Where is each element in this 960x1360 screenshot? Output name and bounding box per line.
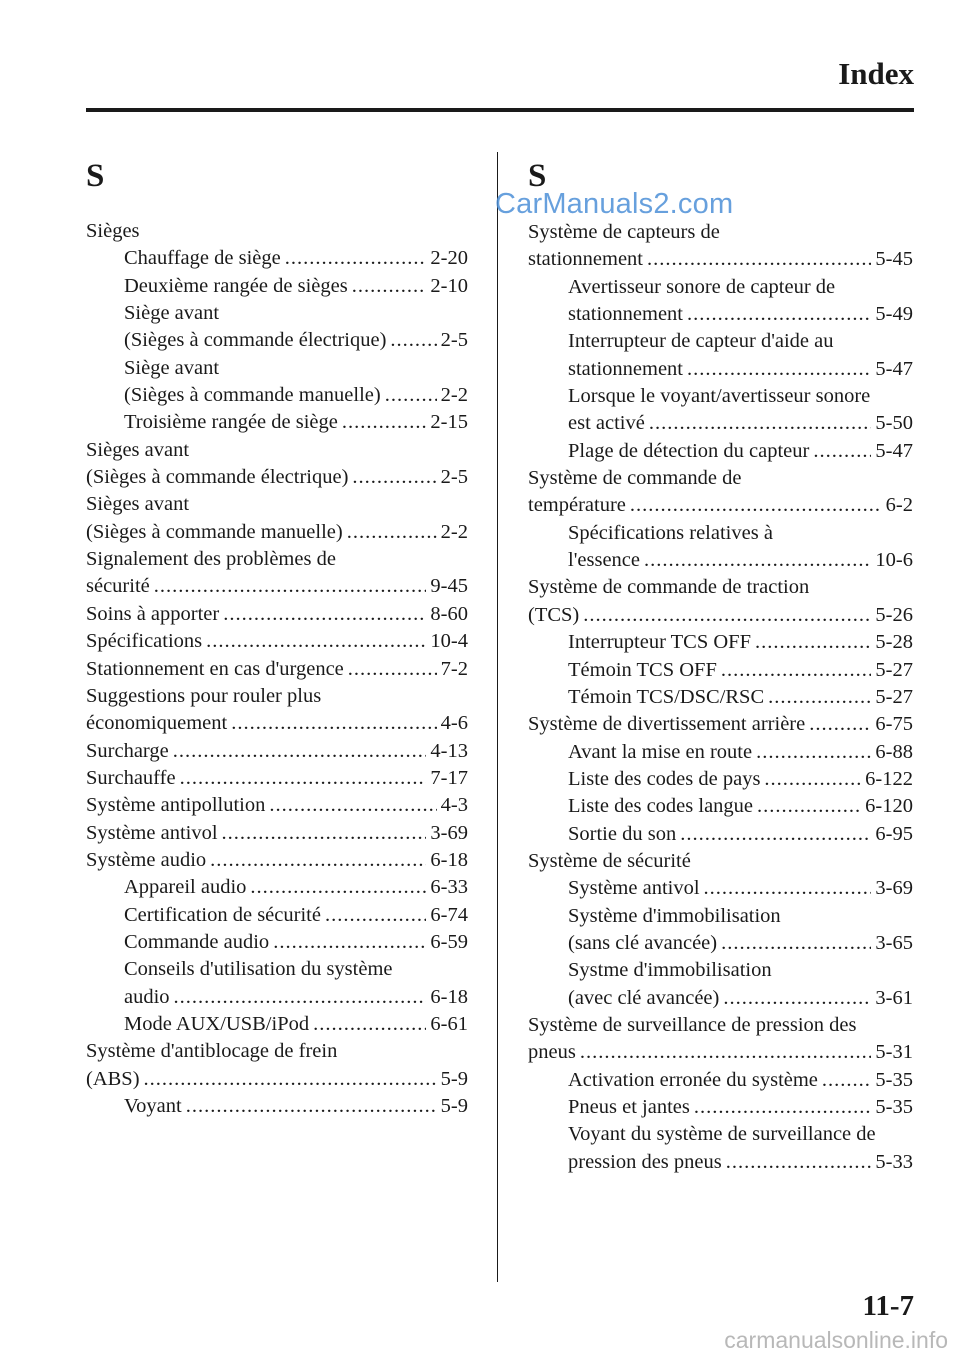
index-entry	[86, 409, 468, 436]
index-entry-page: 2-5	[440, 329, 468, 352]
index-entry	[528, 657, 913, 684]
index-entry	[86, 683, 468, 710]
index-entry-page: 2-20	[430, 247, 468, 270]
index-entry-page: 5-50	[875, 412, 913, 435]
index-entry	[86, 1038, 468, 1065]
index-entry	[528, 328, 913, 355]
index-entry-label: Activation erronée du système	[568, 1068, 818, 1091]
index-entry	[528, 246, 913, 273]
index-entry	[528, 629, 913, 656]
index-entry	[528, 492, 913, 519]
index-entry	[86, 874, 468, 901]
index-entry-page: 4-3	[440, 794, 468, 817]
leader-dots	[580, 1039, 872, 1066]
index-entry-label: économiquement	[86, 712, 228, 735]
index-entry-label: Liste des codes de pays	[568, 767, 761, 790]
index-entry	[86, 902, 468, 929]
index-entry	[528, 383, 913, 410]
index-entry	[528, 410, 913, 437]
leader-dots	[390, 327, 436, 354]
index-entry-label: Sièges avant	[86, 493, 190, 516]
index-entry	[528, 301, 913, 328]
index-entry-page: 6-74	[430, 903, 468, 926]
leader-dots	[694, 1094, 872, 1121]
leader-dots	[644, 547, 871, 574]
index-entry-page: 6-33	[430, 876, 468, 899]
index-entry-label: Témoin TCS OFF	[568, 658, 717, 681]
index-entry-label: Système de surveillance de pression des	[528, 1013, 857, 1036]
index-entry-page: 5-47	[875, 439, 913, 462]
leader-dots	[726, 1149, 872, 1176]
index-entry	[528, 821, 913, 848]
leader-dots	[680, 821, 871, 848]
index-entry-page: 5-9	[440, 1067, 468, 1090]
leader-dots	[768, 684, 871, 711]
index-entry	[528, 438, 913, 465]
leader-dots	[385, 382, 437, 409]
index-entry-label: Système antivol	[568, 877, 700, 900]
leader-dots	[206, 628, 426, 655]
index-entry-page: 3-69	[875, 877, 913, 900]
leader-dots	[269, 792, 436, 819]
index-entry-label: Siège avant	[124, 356, 220, 379]
index-entry-label: Surcharge	[86, 739, 169, 762]
leader-dots	[813, 438, 871, 465]
index-entry	[528, 465, 913, 492]
index-entry-label: Lorsque le voyant/avertisseur sonore	[568, 385, 871, 408]
column-divider	[497, 152, 498, 1282]
index-entry-label: Système d'immobilisation	[568, 904, 781, 927]
index-entry-label: Avant la mise en route	[568, 740, 753, 763]
index-entry-label: stationnement	[568, 357, 684, 380]
leader-dots	[352, 273, 427, 300]
index-entry	[528, 1039, 913, 1066]
index-entry	[528, 1067, 913, 1094]
index-entry	[528, 1149, 913, 1176]
index-entry-label: pression des pneus	[568, 1150, 722, 1173]
index-entry	[86, 1066, 468, 1093]
index-entry-page: 9-45	[430, 575, 468, 598]
index-entry-label: Conseils d'utilisation du système	[124, 958, 393, 981]
index-entry	[86, 437, 468, 464]
index-entry-page: 3-69	[430, 821, 468, 844]
index-entry-page: 5-28	[875, 631, 913, 654]
index-entry-page: 2-15	[430, 411, 468, 434]
index-entry-label: (Sièges à commande manuelle)	[124, 384, 381, 407]
index-entry	[86, 519, 468, 546]
leader-dots	[180, 765, 427, 792]
index-entry-page: 4-6	[440, 712, 468, 735]
index-entry	[528, 739, 913, 766]
index-entry-page: 6-18	[430, 848, 468, 871]
index-entry-page: 10-6	[875, 549, 913, 572]
index-entry	[86, 601, 468, 628]
index-entry-page: 4-13	[430, 739, 468, 762]
index-entry	[528, 1121, 913, 1148]
leader-dots	[273, 929, 426, 956]
index-entry-label: Certification de sécurité	[124, 903, 321, 926]
leader-dots	[342, 409, 427, 436]
index-entry-label: Systme d'immobilisation	[568, 959, 772, 982]
index-entry-page: 6-88	[875, 740, 913, 763]
leader-dots	[756, 739, 871, 766]
index-entry-label: Système de capteurs de	[528, 221, 720, 243]
leader-dots	[250, 874, 426, 901]
index-entry-label: Système de divertissement arrière	[528, 713, 806, 736]
index-entry	[86, 710, 468, 737]
leader-dots	[223, 601, 426, 628]
index-entry-page: 5-9	[440, 1095, 468, 1117]
index-entry-label: Spécifications relatives à	[568, 521, 773, 544]
index-entry-page: 5-45	[875, 248, 913, 271]
index-entry-page: 5-31	[875, 1041, 913, 1064]
index-entry	[528, 848, 913, 875]
index-entry-label: stationnement	[568, 303, 684, 326]
index-entry-label: Voyant	[124, 1095, 182, 1117]
leader-dots	[347, 519, 437, 546]
section-letter-right: S	[528, 158, 547, 194]
leader-dots	[313, 1011, 426, 1038]
leader-dots	[764, 766, 861, 793]
index-entry	[528, 711, 913, 738]
index-entry-label: stationnement	[528, 248, 644, 271]
index-entry	[528, 684, 913, 711]
index-entry-label: (sans clé avancée)	[568, 931, 718, 954]
index-entry-label: Sortie du son	[568, 822, 677, 845]
leader-dots	[809, 711, 871, 738]
leader-dots	[649, 410, 872, 437]
leader-dots	[704, 875, 872, 902]
index-entry	[528, 930, 913, 957]
index-entry-label: Siège avant	[124, 302, 220, 325]
index-entry-page: 5-47	[875, 357, 913, 380]
index-entry	[86, 218, 468, 245]
page-header-title: Index	[838, 56, 914, 91]
index-entry-label: Voyant du système de surveillance de	[568, 1123, 876, 1146]
index-entry-page: 5-35	[875, 1096, 913, 1118]
leader-dots	[630, 492, 882, 519]
index-entry	[528, 219, 913, 246]
index-entry-page: 6-61	[430, 1012, 468, 1035]
index-entry-label: Deuxième rangée de sièges	[124, 274, 348, 297]
index-entry-page: 5-27	[875, 658, 913, 681]
index-entry-label: (Sièges à commande électrique)	[86, 466, 349, 489]
index-entry-label: Témoin TCS/DSC/RSC	[568, 685, 765, 708]
index-entry	[528, 903, 913, 930]
index-entry	[86, 573, 468, 600]
index-entry-page: 5-33	[875, 1150, 913, 1173]
leader-dots	[721, 930, 871, 957]
index-entry	[86, 956, 468, 983]
index-entry-label: Surchauffe	[86, 766, 176, 789]
leader-dots	[647, 246, 871, 273]
index-entry-label: pneus	[528, 1041, 576, 1064]
index-entry-label: (avec clé avancée)	[568, 986, 720, 1009]
index-entry-page: 6-59	[430, 930, 468, 953]
index-entry	[86, 464, 468, 491]
index-entry	[86, 847, 468, 874]
leader-dots	[721, 657, 872, 684]
index-entry	[86, 628, 468, 655]
index-entry	[86, 1011, 468, 1038]
index-entry	[528, 793, 913, 820]
leader-dots	[174, 984, 427, 1011]
index-entry-page: 10-4	[430, 630, 468, 653]
index-entry	[528, 356, 913, 383]
index-entry-label: Système de commande de traction	[528, 576, 810, 599]
leader-dots	[687, 356, 871, 383]
leader-dots	[210, 847, 426, 874]
index-entry-label: Liste des codes langue	[568, 795, 754, 818]
watermark-logo: CarManuals2.com	[495, 188, 734, 220]
index-entry-page: 6-75	[875, 713, 913, 736]
index-entry-page: 3-65	[875, 931, 913, 954]
index-entry	[86, 491, 468, 518]
leader-dots	[285, 245, 427, 272]
index-entry-label: (Sièges à commande électrique)	[124, 329, 387, 352]
index-entry-label: Système d'antiblocage de frein	[86, 1040, 338, 1063]
index-entry-page: 2-2	[440, 384, 468, 407]
index-entry-label: Interrupteur TCS OFF	[568, 631, 751, 654]
index-entry-label: Suggestions pour rouler plus	[86, 684, 322, 707]
index-entry-page: 2-10	[430, 274, 468, 297]
index-entry	[86, 245, 468, 272]
index-entry	[528, 602, 913, 629]
leader-dots	[723, 985, 871, 1012]
index-entry-label: Interrupteur de capteur d'aide au	[568, 330, 834, 353]
index-entry	[528, 520, 913, 547]
index-entry	[86, 765, 468, 792]
footer-watermark: carmanualsonline.info	[724, 1327, 948, 1353]
index-entry	[86, 820, 468, 847]
index-entry-label: Sièges	[86, 220, 140, 242]
index-entry-label: (ABS)	[86, 1067, 140, 1090]
index-entry-label: Système antipollution	[86, 794, 266, 817]
index-entry	[86, 327, 468, 354]
index-entry-page: 7-17	[430, 766, 468, 789]
leader-dots	[348, 656, 437, 683]
index-entry-label: Appareil audio	[124, 876, 247, 899]
index-entry-page: 2-5	[440, 466, 468, 489]
index-entry	[528, 957, 913, 984]
index-entry-label: Sièges avant	[86, 438, 190, 461]
index-entry	[528, 547, 913, 574]
index-entry-page: 5-27	[875, 685, 913, 708]
index-entry-page: 6-95	[875, 822, 913, 845]
index-entry-label: Commande audio	[124, 930, 270, 953]
index-entry	[86, 382, 468, 409]
index-entry-label: Spécifications	[86, 630, 203, 653]
index-entry-label: l'essence	[568, 549, 640, 572]
index-entry-label: Stationnement en cas d'urgence	[86, 657, 344, 680]
index-entry	[528, 274, 913, 301]
index-entry	[86, 738, 468, 765]
index-entry-page: 6-2	[885, 494, 913, 517]
leader-dots	[583, 602, 871, 629]
index-entry-label: (TCS)	[528, 603, 580, 626]
index-entry	[528, 875, 913, 902]
index-entry-label: Mode AUX/USB/iPod	[124, 1012, 310, 1035]
index-entry	[528, 985, 913, 1012]
index-entry-page: 5-35	[875, 1068, 913, 1091]
index-entry	[528, 1094, 913, 1121]
index-entry	[86, 656, 468, 683]
index-entry-label: Chauffage de siège	[124, 247, 281, 270]
index-entry-label: est activé	[568, 412, 645, 435]
index-column-left	[86, 218, 468, 1120]
index-entry-label: Système de sécurité	[528, 849, 691, 872]
index-entry-label: Plage de détection du capteur	[568, 439, 810, 462]
index-entry-page: 3-61	[875, 986, 913, 1009]
index-entry	[86, 300, 468, 327]
index-entry	[528, 574, 913, 601]
index-entry-label: Soins à apporter	[86, 602, 220, 625]
index-entry-label: (Sièges à commande manuelle)	[86, 520, 343, 543]
index-entry	[86, 984, 468, 1011]
index-entry	[86, 929, 468, 956]
leader-dots	[186, 1093, 437, 1120]
leader-dots	[231, 710, 436, 737]
index-entry	[86, 1093, 468, 1120]
index-entry	[86, 792, 468, 819]
index-entry-label: Avertisseur sonore de capteur de	[568, 275, 836, 298]
index-entry-label: Troisième rangée de siège	[124, 411, 338, 434]
leader-dots	[755, 629, 871, 656]
index-entry	[86, 355, 468, 382]
leader-dots	[822, 1067, 872, 1094]
index-entry-label: Système de commande de	[528, 467, 742, 490]
index-entry-label: Système antivol	[86, 821, 218, 844]
index-entry-label: Système audio	[86, 848, 207, 871]
header-rule	[86, 108, 914, 112]
section-letter-left: S	[86, 158, 105, 194]
index-entry-page: 6-120	[865, 795, 913, 818]
index-entry	[528, 1012, 913, 1039]
index-entry	[528, 766, 913, 793]
index-entry-page: 2-2	[440, 520, 468, 543]
leader-dots	[687, 301, 871, 328]
index-entry-page: 5-26	[875, 603, 913, 626]
leader-dots	[325, 902, 426, 929]
leader-dots	[757, 793, 861, 820]
index-entry-page: 7-2	[440, 657, 468, 680]
index-entry-page: 8-60	[430, 602, 468, 625]
index-entry-label: sécurité	[86, 575, 150, 598]
index-entry-label: Pneus et jantes	[568, 1096, 690, 1118]
leader-dots	[144, 1066, 437, 1093]
leader-dots	[352, 464, 436, 491]
index-entry	[86, 546, 468, 573]
index-entry-page: 6-122	[865, 767, 913, 790]
page-number: 11-7	[862, 1290, 914, 1322]
index-entry	[86, 273, 468, 300]
index-entry-page: 5-49	[875, 303, 913, 326]
index-entry-label: température	[528, 494, 626, 517]
index-entry-page: 6-18	[430, 985, 468, 1008]
leader-dots	[222, 820, 427, 847]
index-entry-label: audio	[124, 985, 170, 1008]
leader-dots	[154, 573, 427, 600]
leader-dots	[173, 738, 427, 765]
index-entry-label: Signalement des problèmes de	[86, 548, 336, 571]
index-column-right	[528, 219, 913, 1176]
